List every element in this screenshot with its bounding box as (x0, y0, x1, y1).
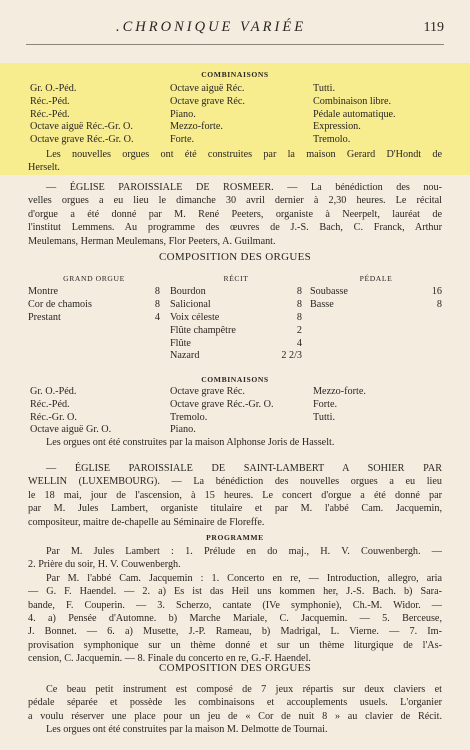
saint-lambert-line: par M. Jules Lambert, organiste titulaire et par M. l'abbé Cam. Jacquemin, (28, 503, 442, 515)
combinaisons-table-1 (30, 82, 450, 146)
stop-row (310, 298, 442, 311)
stop-name: Prestant (28, 311, 61, 323)
stop-value: 8 (296, 286, 302, 297)
comb-cell: Réc.-Péd. (30, 95, 70, 107)
comb-cell: Pédale automatique. (313, 108, 396, 120)
stop-value: 8 (436, 298, 442, 310)
rosmeer-line: l'institut Lemmens. Au programme des œuvres de J.-S. Bach, C. Franck, Arthur (28, 222, 442, 234)
comb-cell: Réc.-Gr. O. (30, 411, 77, 423)
stop-row (170, 285, 302, 298)
builder-note-2: Les orgues ont été construites par la maison Alphonse Joris de Hasselt. (46, 437, 335, 448)
stop-value: 4 (296, 337, 302, 349)
grand-orgue-column (28, 272, 160, 324)
stop-row (170, 298, 302, 311)
saint-lambert-line: — ÉGLISE PAROISSIALE DE SAINT-LAMBERT A SOHIER PAR (46, 463, 442, 474)
comb-cell: Octave grave Réc. (170, 386, 245, 397)
rosmeer-paragraph (28, 181, 442, 248)
stop-row (310, 285, 442, 298)
builder-note-line: Les nouvelles orgues ont été construites par la maison Gerard D'Hondt de (46, 149, 442, 160)
composition-paragraph (28, 683, 442, 737)
programme-line: cension, C. Jacquemin. — 8. Finale du concerto en re, G.-F. Haendel. (28, 653, 311, 665)
comb-cell: Octave grave Réc.-Gr. O. (170, 398, 274, 410)
pedale-heading: PÉDALE (359, 274, 393, 283)
comb-cell: Gr. O.-Péd. (30, 83, 77, 94)
saint-lambert-line: compositeur, maitre de-chapelle au Séminaire de Floreffe. (28, 516, 265, 528)
stop-name: Salicional (170, 298, 211, 310)
composition-line: pédale séparée et possède les combinaisons et accouplements usuels. L'organier (28, 697, 442, 709)
comb-cell: Expression. (313, 121, 361, 133)
programme-line: Par M. l'abbé Cam. Jacquemin : 1. Concerto en re, — Introduction, allegro, aria (46, 572, 442, 584)
stop-value: 8 (296, 298, 302, 310)
rosmeer-line: Meulemans, Herman Meulemans, Flor Peeters, A. Guilmant. (28, 235, 276, 247)
stop-name: Flûte (170, 337, 191, 349)
comb-cell: Tutti. (313, 83, 335, 94)
comb-cell: Forte. (313, 398, 338, 410)
composition-line: Ce beau petit instrument est composé de 7 jeux répartis sur deux claviers et (46, 684, 442, 695)
comb-cell: Réc.-Péd. (30, 398, 70, 410)
comb-cell: Tremolo. (170, 411, 208, 423)
comb-cell: Octave aiguë Réc.-Gr. O. (30, 121, 133, 133)
stop-name: Soubasse (310, 286, 348, 297)
stop-row (170, 349, 302, 362)
stop-value: 2 2/3 (281, 350, 302, 362)
stop-row (28, 298, 160, 311)
stop-value: 2 (296, 324, 302, 336)
builder-note-1 (28, 148, 442, 175)
comb-cell: Mezzo-forte. (170, 121, 223, 133)
pedale-column (310, 272, 442, 311)
stop-name: Cor de chamois (28, 298, 92, 310)
stop-name: Voix céleste (170, 311, 220, 323)
rosmeer-line: — ÉGLISE PAROISSIALE DE ROSMEER. — La bénédiction des nou- (46, 182, 442, 193)
stop-name: Basse (310, 298, 334, 310)
composition-line: a voulu réserver une place pour un jeu de « Cor de nuit 8 » au clavier de Récit. (28, 710, 442, 722)
builder-note-line: Herselt. (28, 162, 60, 174)
recit-column (170, 272, 302, 362)
programme-line: 4. a) Pensée d'Automne. b) Marche Mariale, C. Jacquemin. — 5. Berceuse, (28, 613, 442, 625)
stop-row (170, 337, 302, 350)
stop-row (28, 285, 160, 298)
rosmeer-line: d'orgue a été donné par M. René Peeters, organiste à Neerpelt, lauréat de (28, 208, 442, 220)
running-title: .CHRONIQUE VARIÉE (116, 19, 307, 35)
stop-row (170, 311, 302, 324)
stop-value: 8 (296, 311, 302, 323)
comb-cell: Réc.-Péd. (30, 108, 70, 120)
comb-cell: Tremolo. (313, 134, 351, 146)
stop-name: Nazard (170, 350, 200, 362)
comb-cell: Octave grave Réc. (170, 95, 245, 107)
saint-lambert-line: WELLIN (LUXEMBOURG). — La bénédiction des nouvelles orgues a eu lieu (28, 476, 442, 488)
programme-line: — G. F. Haendel. — 2. a) Es ist das Heil uns kommen her, J.-S. Bach. b) Sara- (28, 586, 442, 598)
rosmeer-line: velles orgues a eu lieu le dimanche 30 avril dernier à 2,30 heures. Le récital (28, 195, 442, 207)
stop-value: 4 (154, 311, 160, 323)
comb-cell: Tutti. (313, 411, 335, 423)
page-number: 119 (423, 20, 444, 35)
stop-value: 8 (154, 286, 160, 297)
comb-cell: Piano. (170, 424, 196, 436)
stop-row (28, 311, 160, 324)
composition-line: Les orgues ont été construites par la maison M. Delmotte de Tournai. (46, 724, 328, 736)
stop-row (170, 324, 302, 337)
comb-cell: Octave grave Réc.-Gr. O. (30, 134, 134, 146)
composition-title-1: COMPOSITION DES ORGUES (158, 251, 312, 263)
comb-cell: Forte. (170, 134, 195, 146)
grand-orgue-heading: GRAND ORGUE (63, 274, 125, 283)
comb-cell: Octave aiguë Gr. O. (30, 424, 112, 436)
combinaisons-heading-2: COMBINAISONS (201, 375, 269, 384)
saint-lambert-paragraph (28, 462, 442, 529)
programme-line: Par M. Jules Lambert : 1. Prélude en do maj., H. V. Couwenbergh. — (46, 546, 442, 557)
comb-cell: Piano. (170, 108, 196, 120)
programme-line: J. Bonnet. — 6. a) Musette, J.-P. Rameau, b) Madrigal, L. Vierne. — 7. Im- (28, 626, 442, 638)
comb-cell: Combinaison libre. (313, 95, 392, 107)
stop-name: Montre (28, 286, 58, 297)
saint-lambert-line: le 18 mai, jour de l'ascension, à 15 heures. Le concert d'orgue a été donné par (28, 489, 442, 501)
stop-name: Flûte champêtre (170, 324, 236, 336)
programme-title: PROGRAMME (206, 533, 264, 542)
running-header (26, 18, 444, 45)
composition-title-2: COMPOSITION DES ORGUES (158, 662, 312, 674)
programme-line: 2. Prière du soir, H. V. Couwenbergh. (28, 559, 181, 571)
comb-cell: Gr. O.-Péd. (30, 386, 77, 397)
stop-name: Bourdon (170, 286, 206, 297)
programme-line: provisation symphonique sur un thème donné et sur un thème liturgique de l'As- (28, 639, 442, 651)
stop-value: 16 (431, 286, 442, 297)
recit-heading: RÉCIT (223, 274, 249, 283)
comb-cell: Mezzo-forte. (313, 386, 366, 397)
combinaisons-heading-1: COMBINAISONS (201, 70, 269, 79)
stop-value: 8 (154, 298, 160, 310)
programme-list (28, 545, 442, 666)
comb-cell: Octave aiguë Réc. (170, 83, 245, 94)
combinaisons-table-2 (30, 385, 450, 436)
programme-line: bande, F. Couperin. — 3. Scherzo, cantate (IVe symphonie), Ch.-M. Widor. — (28, 599, 442, 611)
